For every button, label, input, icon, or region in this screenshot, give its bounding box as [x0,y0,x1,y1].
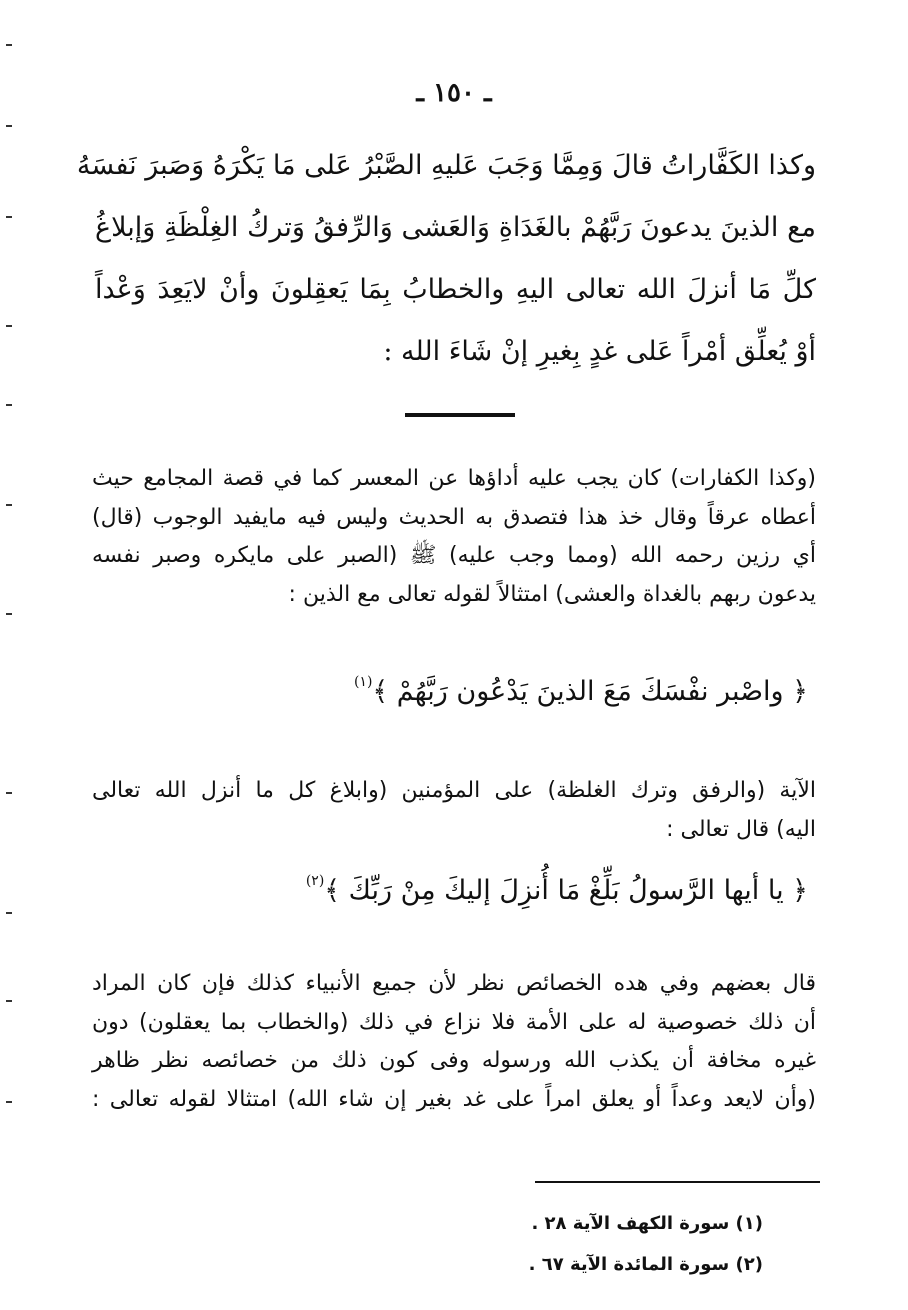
scan-margin-mark [6,1101,12,1103]
scan-margin-mark [6,1000,12,1002]
main-text-line: كلِّ مَا أنزلَ الله تعالى اليهِ والخطابُ بِمَا يَعقِلونَ وأنْ لايَعِدَ وَعْداً [95,274,816,305]
main-text-line: أوْ يُعلِّق أمْراً عَلى غدٍ بِغيرِ إنْ شَاءَ الله : [383,336,816,367]
scan-margin-mark [6,912,12,914]
verse-text: ﴿ واصْبر نفْسَكَ مَعَ الذينَ يَدْعُون رَبَّهُمْ ﴾ [372,676,808,707]
commentary-line: أن ذلك خصوصية له على الأمة فلا نزاع في ذلك (والخطاب بما يعقلون) دون [92,1009,816,1035]
scan-margin-mark [6,792,12,794]
scan-margin-mark [6,613,12,615]
commentary-paragraph-3 [92,965,816,1119]
scan-margin-mark [6,404,12,406]
commentary-line: غيره مخافة أن يكذب الله ورسوله وفى كون ذلك من خصائصه نظر ظاهر [92,1048,816,1073]
commentary-line: (وكذا الكفارات) كان يجب عليه أداؤها عن المعسر كما في قصة المجامع حيث [92,466,816,491]
commentary-line: اليه) قال تعالى : [666,816,816,842]
commentary-paragraph-1 [92,460,816,614]
commentary-line: أعطاه عرقاً وقال خذ هذا فتصدق به الحديث وليس فيه مايفيد الوجوب (قال) [92,504,816,530]
scan-margin-mark [6,44,12,46]
footnote-divider [535,1181,820,1183]
main-text [76,135,816,383]
footnote-ref: (١) [353,674,373,690]
scan-margin-mark [6,216,12,218]
commentary-line: (وأن لايعد وعداً أو يعلق امراً على غد بغير إن شاء الله) امتثالا لقوله تعالى : [92,1086,816,1112]
quran-verse-1 [150,676,808,707]
main-text-line: مع الذينَ يدعونَ رَبَّهُمْ بالغَدَاةِ وَالعَشى وَالرِّفقُ وَتركُ الغِلْظَةِ وَإبلاغُ [95,212,816,243]
footnote-item: (١) سورة الكهف الآية ٢٨ . [531,1213,763,1234]
page-number: ـ ١٥٠ ـ [416,78,492,108]
commentary-line: أي رزين رحمه الله (ومما وجب عليه) ﷺ (الصبر على مايكره وصبر نفسه [92,543,816,568]
commentary-line: يدعون ربهم بالغداة والعشى) امتثالاً لقوله تعالى مع الذين : [288,581,816,607]
commentary-paragraph-2 [92,772,816,849]
footnotes [529,1203,763,1285]
quran-verse-2 [150,875,808,906]
footnote-ref: (٢) [305,873,325,889]
main-text-line: وكذا الكَفَّاراتُ قالَ وَمِمَّا وَجَبَ عَليهِ الصَّبْرُ عَلى مَا يَكْرَهُ وَصَبرَ نَفسَهُ [76,150,816,181]
scan-margin-mark [6,325,12,327]
scan-margin-mark [6,504,12,506]
section-divider [405,413,515,417]
commentary-line: قال بعضهم وفي هده الخصائص نظر لأن جميع الأنبياء كذلك فإن كان المراد [92,971,816,996]
footnote-item: (٢) سورة المائدة الآية ٦٧ . [528,1254,763,1275]
commentary-line: الآية (والرفق وترك الغلظة) على المؤمنين (وابلاغ كل ما أنزل الله تعالى [92,778,816,803]
scan-margin-mark [6,125,12,127]
verse-text: ﴿ يا أيها الرَّسولُ بَلِّغْ مَا أُنزِلَ إليكَ مِنْ رَبِّكَ ﴾ [324,875,808,906]
